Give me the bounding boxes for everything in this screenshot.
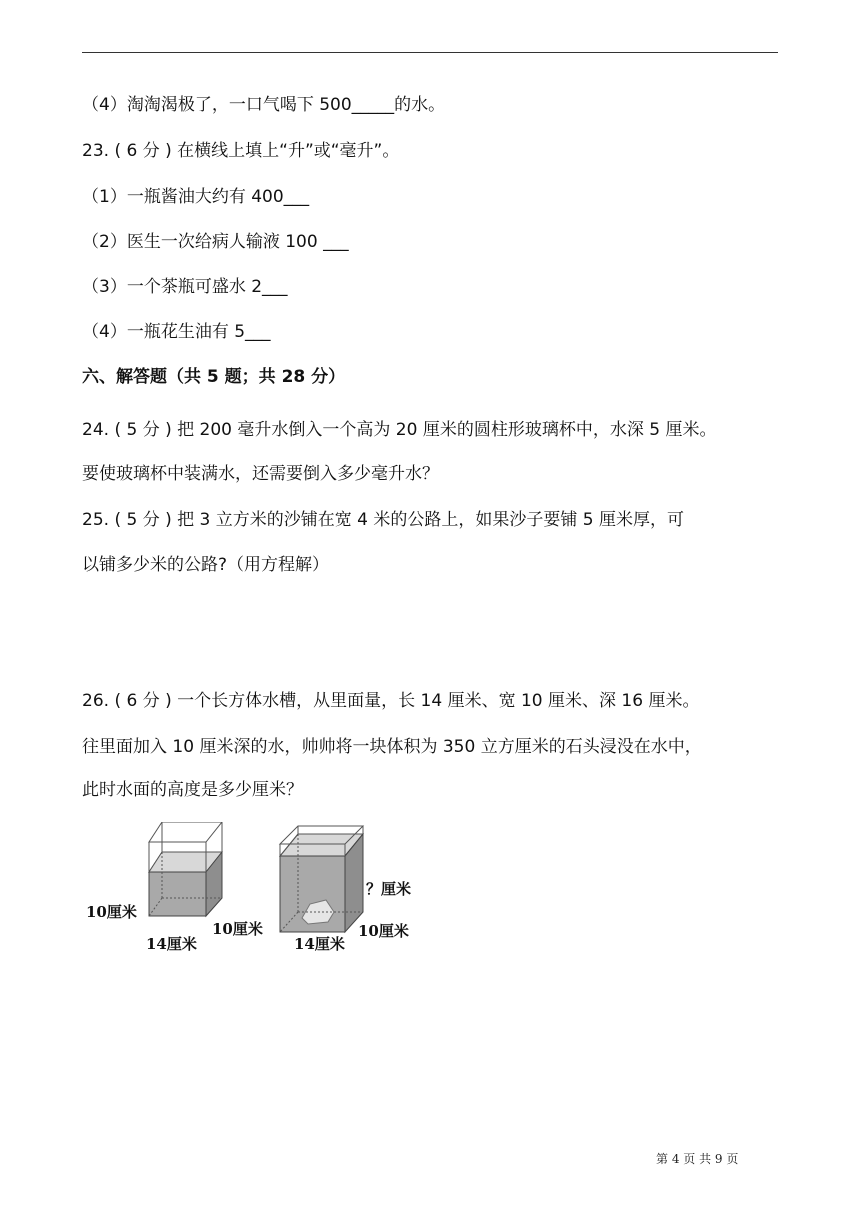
left-length-label: 14厘米 <box>146 935 197 953</box>
right-height-label: ？厘米 <box>366 880 412 898</box>
right-length-label: 14厘米 <box>294 935 345 953</box>
left-tank <box>149 822 222 916</box>
q22-item-4: （4）淘淘渴极了，一口气喝下 500_____的水。 <box>82 95 446 115</box>
q26-line-1: 26. ( 6 分 ) 一个长方体水槽，从里面量，长 14 厘米、宽 10 厘米、深 16 厘米。 <box>82 691 700 711</box>
q23-item-1: （1）一瓶酱油大约有 400___ <box>82 187 310 207</box>
tank-diagram <box>82 822 432 962</box>
header-rule <box>82 52 778 53</box>
right-tank <box>280 826 363 932</box>
q25-line-2: 以铺多少米的公路?（用方程解） <box>82 555 330 575</box>
left-height-label: 10厘米 <box>86 903 137 921</box>
water-tank-figure <box>82 822 432 962</box>
section-heading: 六、解答题（共 5 题；共 28 分） <box>82 367 346 387</box>
q24-line-2: 要使玻璃杯中装满水，还需要倒入多少毫升水？ <box>82 464 439 484</box>
q25-line-1: 25. ( 5 分 ) 把 3 立方米的沙铺在宽 4 米的公路上，如果沙子要铺 5 厘米厚，可 <box>82 510 685 530</box>
q23-item-4: （4）一瓶花生油有 5___ <box>82 322 271 342</box>
q26-line-2: 往里面加入 10 厘米深的水，帅帅将一块体积为 350 立方厘米的石头浸没在水中， <box>82 737 702 757</box>
page-footer: 第 4 页 共 9 页 <box>656 1152 739 1166</box>
left-width-label: 10厘米 <box>212 920 263 938</box>
q24-line-1: 24. ( 5 分 ) 把 200 毫升水倒入一个高为 20 厘米的圆柱形玻璃杯中，水深 5 厘米。 <box>82 420 717 440</box>
q23-item-2: （2）医生一次给病人输液 100 ___ <box>82 232 349 252</box>
q26-line-3: 此时水面的高度是多少厘米？ <box>82 780 303 800</box>
right-width-label: 10厘米 <box>358 922 409 940</box>
q23-item-3: （3）一个茶瓶可盛水 2___ <box>82 277 288 297</box>
q23-title: 23. ( 6 分 ) 在横线上填上“升”或“毫升”。 <box>82 141 400 161</box>
